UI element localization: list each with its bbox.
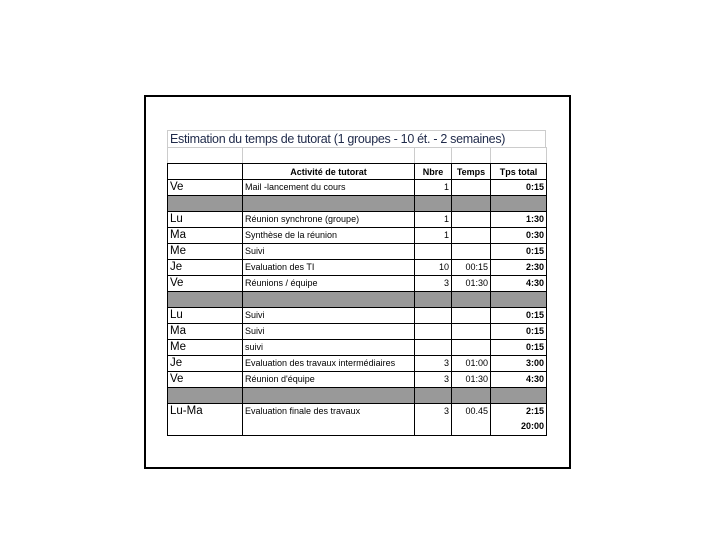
day-cell: Je xyxy=(168,260,243,276)
grand-total: 20:00 xyxy=(520,421,544,431)
day-cell: Ve xyxy=(168,276,243,292)
separator-cell xyxy=(243,196,415,212)
day-cell: Lu xyxy=(168,308,243,324)
time-cell xyxy=(452,324,491,340)
header-total: Tps total xyxy=(491,164,547,180)
total-cell: 1:30 xyxy=(491,212,547,228)
count-cell xyxy=(415,308,452,324)
activity-cell: Synthèse de la réunion xyxy=(243,228,415,244)
separator-cell xyxy=(168,292,243,308)
day-cell: Ve xyxy=(168,180,243,196)
table-row xyxy=(168,260,547,276)
header-time: Temps xyxy=(452,164,491,180)
table-row xyxy=(168,404,547,436)
count-cell: 3 xyxy=(415,356,452,372)
count-cell: 3 xyxy=(415,276,452,292)
activity-cell: Evaluation finale des travaux xyxy=(243,404,415,436)
count-cell: 1 xyxy=(415,228,452,244)
time-cell: 00.45 xyxy=(452,404,491,436)
table-row xyxy=(168,180,547,196)
separator-row xyxy=(168,292,547,308)
day-cell: Lu xyxy=(168,212,243,228)
table-row xyxy=(168,276,547,292)
day-cell: Me xyxy=(168,244,243,260)
separator-cell xyxy=(491,292,547,308)
day-cell: Je xyxy=(168,356,243,372)
activity-cell: Suivi xyxy=(243,308,415,324)
count-cell: 3 xyxy=(415,372,452,388)
header-day xyxy=(168,164,243,180)
header-activity: Activité de tutorat xyxy=(243,164,415,180)
time-cell: 01:00 xyxy=(452,356,491,372)
count-cell xyxy=(415,244,452,260)
activity-cell: Réunion synchrone (groupe) xyxy=(243,212,415,228)
separator-cell xyxy=(243,388,415,404)
time-cell xyxy=(452,228,491,244)
table-row xyxy=(168,308,547,324)
separator-cell xyxy=(452,388,491,404)
separator-cell xyxy=(415,292,452,308)
total-cell: 0:15 xyxy=(491,340,547,356)
activity-cell: Evaluation des travaux intermédiaires xyxy=(243,356,415,372)
activity-cell: Réunions / équipe xyxy=(243,276,415,292)
separator-cell xyxy=(168,196,243,212)
total-cell: 4:30 xyxy=(491,372,547,388)
time-cell xyxy=(452,212,491,228)
count-cell xyxy=(415,324,452,340)
time-cell: 01:30 xyxy=(452,276,491,292)
day-cell: Ma xyxy=(168,228,243,244)
total-cell: 0:15 xyxy=(491,308,547,324)
total-cell: 0:15 xyxy=(491,244,547,260)
table-row xyxy=(168,372,547,388)
separator-row xyxy=(168,196,547,212)
count-cell: 3 xyxy=(415,404,452,436)
count-cell: 1 xyxy=(415,180,452,196)
total-value: 2:15 xyxy=(525,406,544,416)
time-cell xyxy=(452,340,491,356)
activity-cell: Suivi xyxy=(243,244,415,260)
day-cell: Ma xyxy=(168,324,243,340)
time-cell: 00:15 xyxy=(452,260,491,276)
table-title: Estimation du temps de tutorat (1 groupes - 10 ét. - 2 semaines) xyxy=(167,130,546,147)
time-cell xyxy=(452,180,491,196)
total-cell: 3:00 xyxy=(491,356,547,372)
total-cell: 4:30 xyxy=(491,276,547,292)
tutoring-time-table xyxy=(167,147,547,436)
separator-cell xyxy=(491,196,547,212)
time-cell xyxy=(452,308,491,324)
table-row xyxy=(168,356,547,372)
separator-cell xyxy=(491,388,547,404)
activity-cell: Suivi xyxy=(243,324,415,340)
separator-cell xyxy=(415,388,452,404)
header-row xyxy=(168,164,547,180)
total-cell xyxy=(491,404,547,436)
table-row xyxy=(168,340,547,356)
count-cell xyxy=(415,340,452,356)
day-cell: Me xyxy=(168,340,243,356)
header-count: Nbre xyxy=(415,164,452,180)
activity-cell: suivi xyxy=(243,340,415,356)
activity-cell: Réunion d'équipe xyxy=(243,372,415,388)
total-cell: 2:30 xyxy=(491,260,547,276)
separator-cell xyxy=(452,196,491,212)
table-row xyxy=(168,324,547,340)
activity-cell: Evaluation des TI xyxy=(243,260,415,276)
separator-cell xyxy=(168,388,243,404)
table-row xyxy=(168,228,547,244)
total-cell: 0:15 xyxy=(491,324,547,340)
time-cell xyxy=(452,244,491,260)
time-cell: 01:30 xyxy=(452,372,491,388)
day-cell: Ve xyxy=(168,372,243,388)
separator-cell xyxy=(415,196,452,212)
total-cell: 0:30 xyxy=(491,228,547,244)
day-cell: Lu-Ma xyxy=(168,404,243,436)
table-row xyxy=(168,244,547,260)
separator-cell xyxy=(452,292,491,308)
separator-cell xyxy=(243,292,415,308)
table-row xyxy=(168,212,547,228)
count-cell: 10 xyxy=(415,260,452,276)
total-cell: 0:15 xyxy=(491,180,547,196)
blank-row xyxy=(168,148,547,164)
separator-row xyxy=(168,388,547,404)
count-cell: 1 xyxy=(415,212,452,228)
activity-cell: Mail -lancement du cours xyxy=(243,180,415,196)
